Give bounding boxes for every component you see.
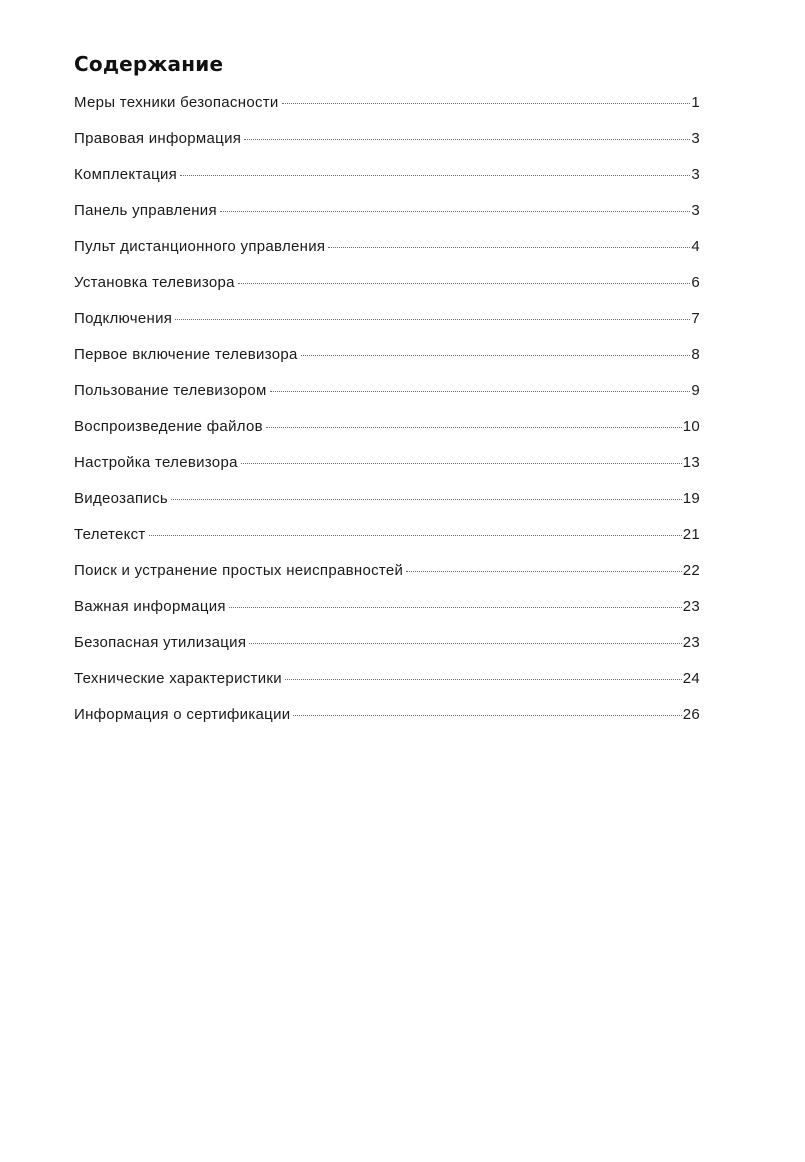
toc-entry-page: 22: [682, 562, 700, 579]
toc-entry-label: Технические характеристики: [74, 670, 282, 687]
dot-leader: [270, 391, 691, 392]
toc-entry[interactable]: [74, 161, 700, 197]
dot-leader: [293, 715, 681, 716]
toc-entry-label: Пульт дистанционного управления: [74, 238, 326, 255]
toc-entry-page: 19: [682, 490, 700, 507]
toc-entry-page: 10: [682, 418, 700, 435]
toc-entry[interactable]: [74, 89, 700, 125]
toc-entry-label: Безопасная утилизация: [74, 634, 247, 651]
toc-entry[interactable]: [74, 269, 700, 305]
toc-entry-label: Важная информация: [74, 598, 226, 615]
toc-title: Содержание: [74, 52, 224, 76]
toc-entry[interactable]: [74, 629, 700, 665]
toc-entry-page: 8: [691, 346, 700, 363]
toc-entry-page: 7: [691, 310, 700, 327]
toc-entry[interactable]: [74, 521, 700, 557]
toc-entry-page: 23: [682, 634, 700, 651]
dot-leader: [238, 283, 691, 284]
toc-entry-label: Информация о сертификации: [74, 706, 291, 723]
toc-entry-page: 1: [691, 94, 700, 111]
dot-leader: [301, 355, 691, 356]
toc-entry-label: Телетекст: [74, 526, 146, 543]
toc-entry-page: 3: [691, 166, 700, 183]
dot-leader: [220, 211, 690, 212]
toc-entry-page: 3: [691, 130, 700, 147]
toc-entry-page: 13: [682, 454, 700, 471]
toc-entry-page: 24: [682, 670, 700, 687]
toc-entry-page: 4: [691, 238, 700, 255]
toc-entry-label: Установка телевизора: [74, 274, 235, 291]
toc-entry[interactable]: [74, 485, 700, 521]
dot-leader: [149, 535, 682, 536]
toc-entry-label: Видеозапись: [74, 490, 168, 507]
dot-leader: [180, 175, 690, 176]
toc-entry[interactable]: [74, 341, 700, 377]
dot-leader: [175, 319, 690, 320]
toc-entry-page: 6: [691, 274, 700, 291]
toc-entry[interactable]: [74, 413, 700, 449]
toc-entry[interactable]: [74, 125, 700, 161]
dot-leader: [266, 427, 682, 428]
toc-entry-page: 21: [682, 526, 700, 543]
toc-entry[interactable]: [74, 665, 700, 701]
toc-entry-page: 23: [682, 598, 700, 615]
dot-leader: [282, 103, 691, 104]
toc-entry-page: 9: [691, 382, 700, 399]
toc-entry-label: Подключения: [74, 310, 173, 327]
toc-entry[interactable]: [74, 557, 700, 593]
toc-list: [74, 89, 700, 737]
toc-entry-label: Поиск и устранение простых неисправностей: [74, 562, 404, 579]
dot-leader: [328, 247, 690, 248]
toc-entry[interactable]: [74, 377, 700, 413]
toc-entry-label: Настройка телевизора: [74, 454, 238, 471]
toc-entry-label: Первое включение телевизора: [74, 346, 298, 363]
dot-leader: [241, 463, 682, 464]
dot-leader: [171, 499, 682, 500]
toc-entry-label: Воспроизведение файлов: [74, 418, 263, 435]
toc-entry[interactable]: [74, 233, 700, 269]
toc-entry[interactable]: [74, 701, 700, 737]
toc-entry-label: Правовая информация: [74, 130, 242, 147]
toc-entry-label: Панель управления: [74, 202, 217, 219]
toc-entry[interactable]: [74, 197, 700, 233]
dot-leader: [229, 607, 682, 608]
dot-leader: [406, 571, 681, 572]
toc-entry-label: Комплектация: [74, 166, 178, 183]
toc-entry[interactable]: [74, 593, 700, 629]
dot-leader: [244, 139, 690, 140]
toc-entry-page: 3: [691, 202, 700, 219]
toc-entry[interactable]: [74, 305, 700, 341]
toc-entry-label: Меры техники безопасности: [74, 94, 279, 111]
toc-entry[interactable]: [74, 449, 700, 485]
toc-entry-page: 26: [682, 706, 700, 723]
dot-leader: [285, 679, 682, 680]
dot-leader: [249, 643, 681, 644]
toc-entry-label: Пользование телевизором: [74, 382, 267, 399]
